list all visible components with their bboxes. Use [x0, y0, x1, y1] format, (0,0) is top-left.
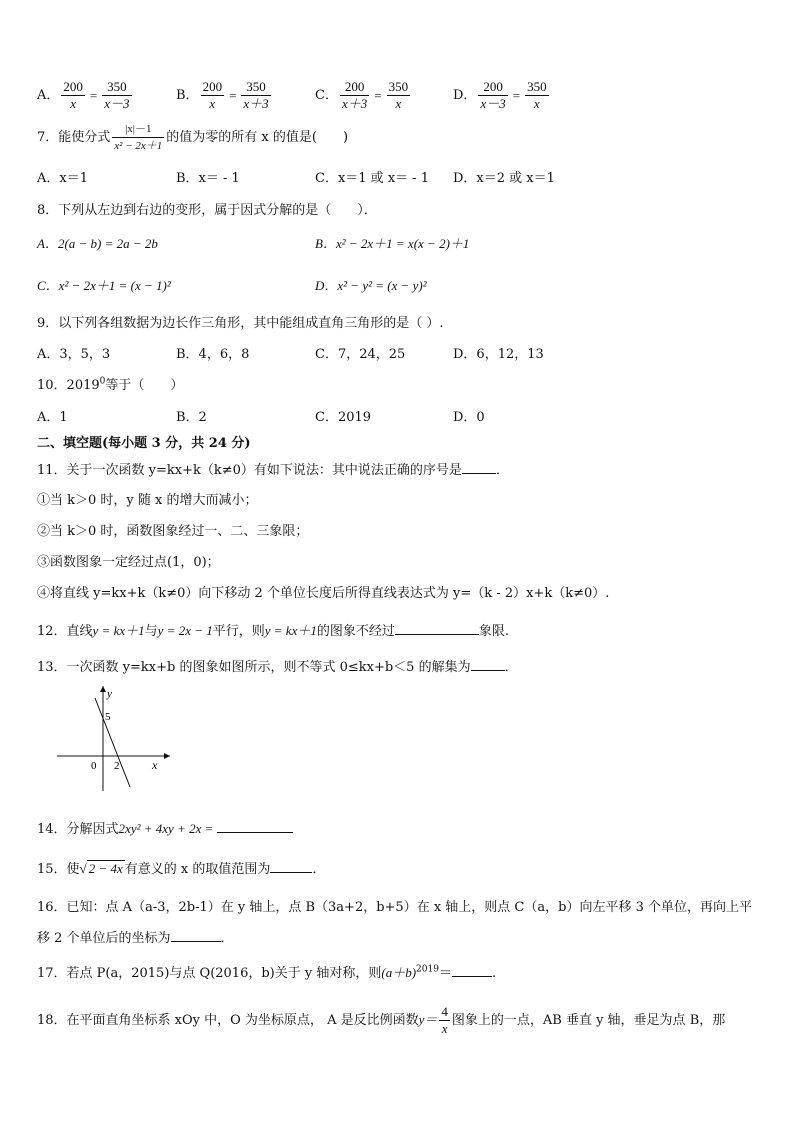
q11-statement-4: ④将直线 y=kx+k（k≠0）向下移动 2 个单位长度后所得直线表达式为 y=（k - 2）x+k（k≠0）. — [37, 586, 610, 601]
q9-option-b: B．4，6，8 — [176, 347, 250, 362]
q6-option-a: A． $\frac{200}{x}$ = $\frac{350}{x-3}$ — [37, 79, 130, 111]
q7-option-d: D．x＝2 或 x＝1 — [453, 171, 555, 186]
y-axis-label: y — [107, 688, 112, 700]
q7-stem: 7．能使分式 $\frac{|x|-1}{\text{x² − 2x＋1}}$ 的值为零的所有 x 的值是( ) — [37, 123, 349, 152]
q13-stem: 13．一次函数 y=kx+b 的图象如图所示，则不等式 0≤kx+b＜5 的解集为 ． — [37, 656, 518, 675]
q10-option-a: A．1 — [37, 410, 68, 425]
q7-option-b: B．x＝ - 1 — [176, 171, 240, 186]
y-intercept-label: 5 — [105, 711, 111, 723]
q12-stem: 12．直线y = kx＋1与y = 2x − 1平行，则y = kx＋1的图象不经过 象限. — [37, 623, 510, 639]
q10-stem: 10．2019$^0$等于（ ） — [37, 376, 184, 393]
q13-function-graph — [50, 683, 180, 798]
q17-answer-blank[interactable] — [452, 963, 492, 977]
origin-label: 0 — [91, 760, 97, 772]
q9-stem: 9．以下列各组数据为边长作三角形，其中能组成直角三角形的是（ ）. — [37, 316, 444, 331]
q11-stem: 11．关于一次函数 y=kx+k（k≠0）有如下说法：其中说法正确的序号是 ． — [37, 459, 509, 478]
q11-statement-2: ②当 k＞0 时，函数图象经过一、二、三象限； — [37, 524, 309, 539]
q9-option-a: A．3，5，3 — [37, 347, 111, 362]
q16-answer-blank[interactable] — [171, 928, 221, 942]
q8-option-c: C．x² − 2x＋1 = (x − 1)² — [37, 278, 171, 293]
q17-stem: 17．若点 P(a，2015)与点 Q(2016，b)关于 y 轴对称，则$(a+b)^{2019}=$ . — [37, 964, 497, 981]
q14-answer-blank[interactable] — [217, 819, 293, 833]
y-axis-arrow — [100, 686, 106, 692]
q11-statement-1: ①当 k＞0 时，y 随 x 的增大而减小； — [37, 493, 258, 508]
q8-option-a: A．2(a − b) = 2a − 2b — [37, 236, 158, 251]
q15-stem: 15．使√ 2 − 4x 有意义的 x 的取值范围为 ． — [37, 861, 326, 877]
q8-stem: 8．下列从左边到右边的变形，属于因式分解的是（ ）． — [37, 203, 377, 218]
q15-answer-blank[interactable] — [270, 859, 312, 873]
q8-option-b: B．x² − 2x＋1 = x(x − 2)＋1 — [315, 236, 470, 251]
x-axis-arrow — [164, 753, 170, 759]
q9-option-d: D．6，12，13 — [453, 347, 544, 362]
q9-option-c: C．7，24，25 — [315, 347, 406, 362]
q11-statement-3: ③函数图象一定经过点(1，0)； — [37, 555, 220, 570]
q16-stem-line2: 移 2 个单位后的坐标为 ． — [37, 927, 234, 946]
q13-answer-blank[interactable] — [471, 657, 505, 671]
q7-option-a: A．x＝1 — [37, 171, 88, 186]
q6-option-c: C． $\frac{200}{x+3}$ = $\frac{350}{x}$ — [315, 79, 409, 111]
q10-option-d: D．0 — [453, 410, 485, 425]
q12-answer-blank[interactable] — [395, 621, 479, 635]
q6-option-d: D． $\frac{200}{x-3}$ = $\frac{350}{x}$ — [453, 79, 547, 111]
x-axis-label: x — [152, 758, 158, 772]
q10-option-b: B．2 — [176, 410, 207, 425]
q7-option-c: C．x＝1 或 x＝ - 1 — [315, 171, 430, 186]
q11-answer-blank[interactable] — [462, 460, 496, 474]
q10-option-c: C．2019 — [315, 410, 372, 425]
q16-stem-line1: 16．已知：点 A（a-3，2b-1）在 y 轴上，点 B（3a+2，b+5）在 x 轴上，则点 C（a，b）向左平移 3 个单位，再向上平 — [37, 900, 752, 915]
q8-option-d: D．x² − y² = (x − y)² — [315, 278, 427, 293]
x-intercept-label: 2 — [114, 760, 120, 772]
q14-stem: 14．分解因式2xy² + 4xy + 2x = — [37, 818, 293, 837]
q6-option-b: B． $\frac{200}{x}$ = $\frac{350}{x+3}$ — [176, 79, 269, 111]
function-line — [95, 698, 130, 787]
section-fill-in-heading: 二、填空题(每小题 3 分，共 24 分) — [37, 436, 251, 451]
q18-stem: 18．在平面直角坐标系 xOy 中，O 为坐标原点， A 是反比例函数y＝ $\frac{4}{x}$ 图象上的一点，AB 垂直 y 轴，垂足为点 B，那 — [37, 1004, 726, 1036]
